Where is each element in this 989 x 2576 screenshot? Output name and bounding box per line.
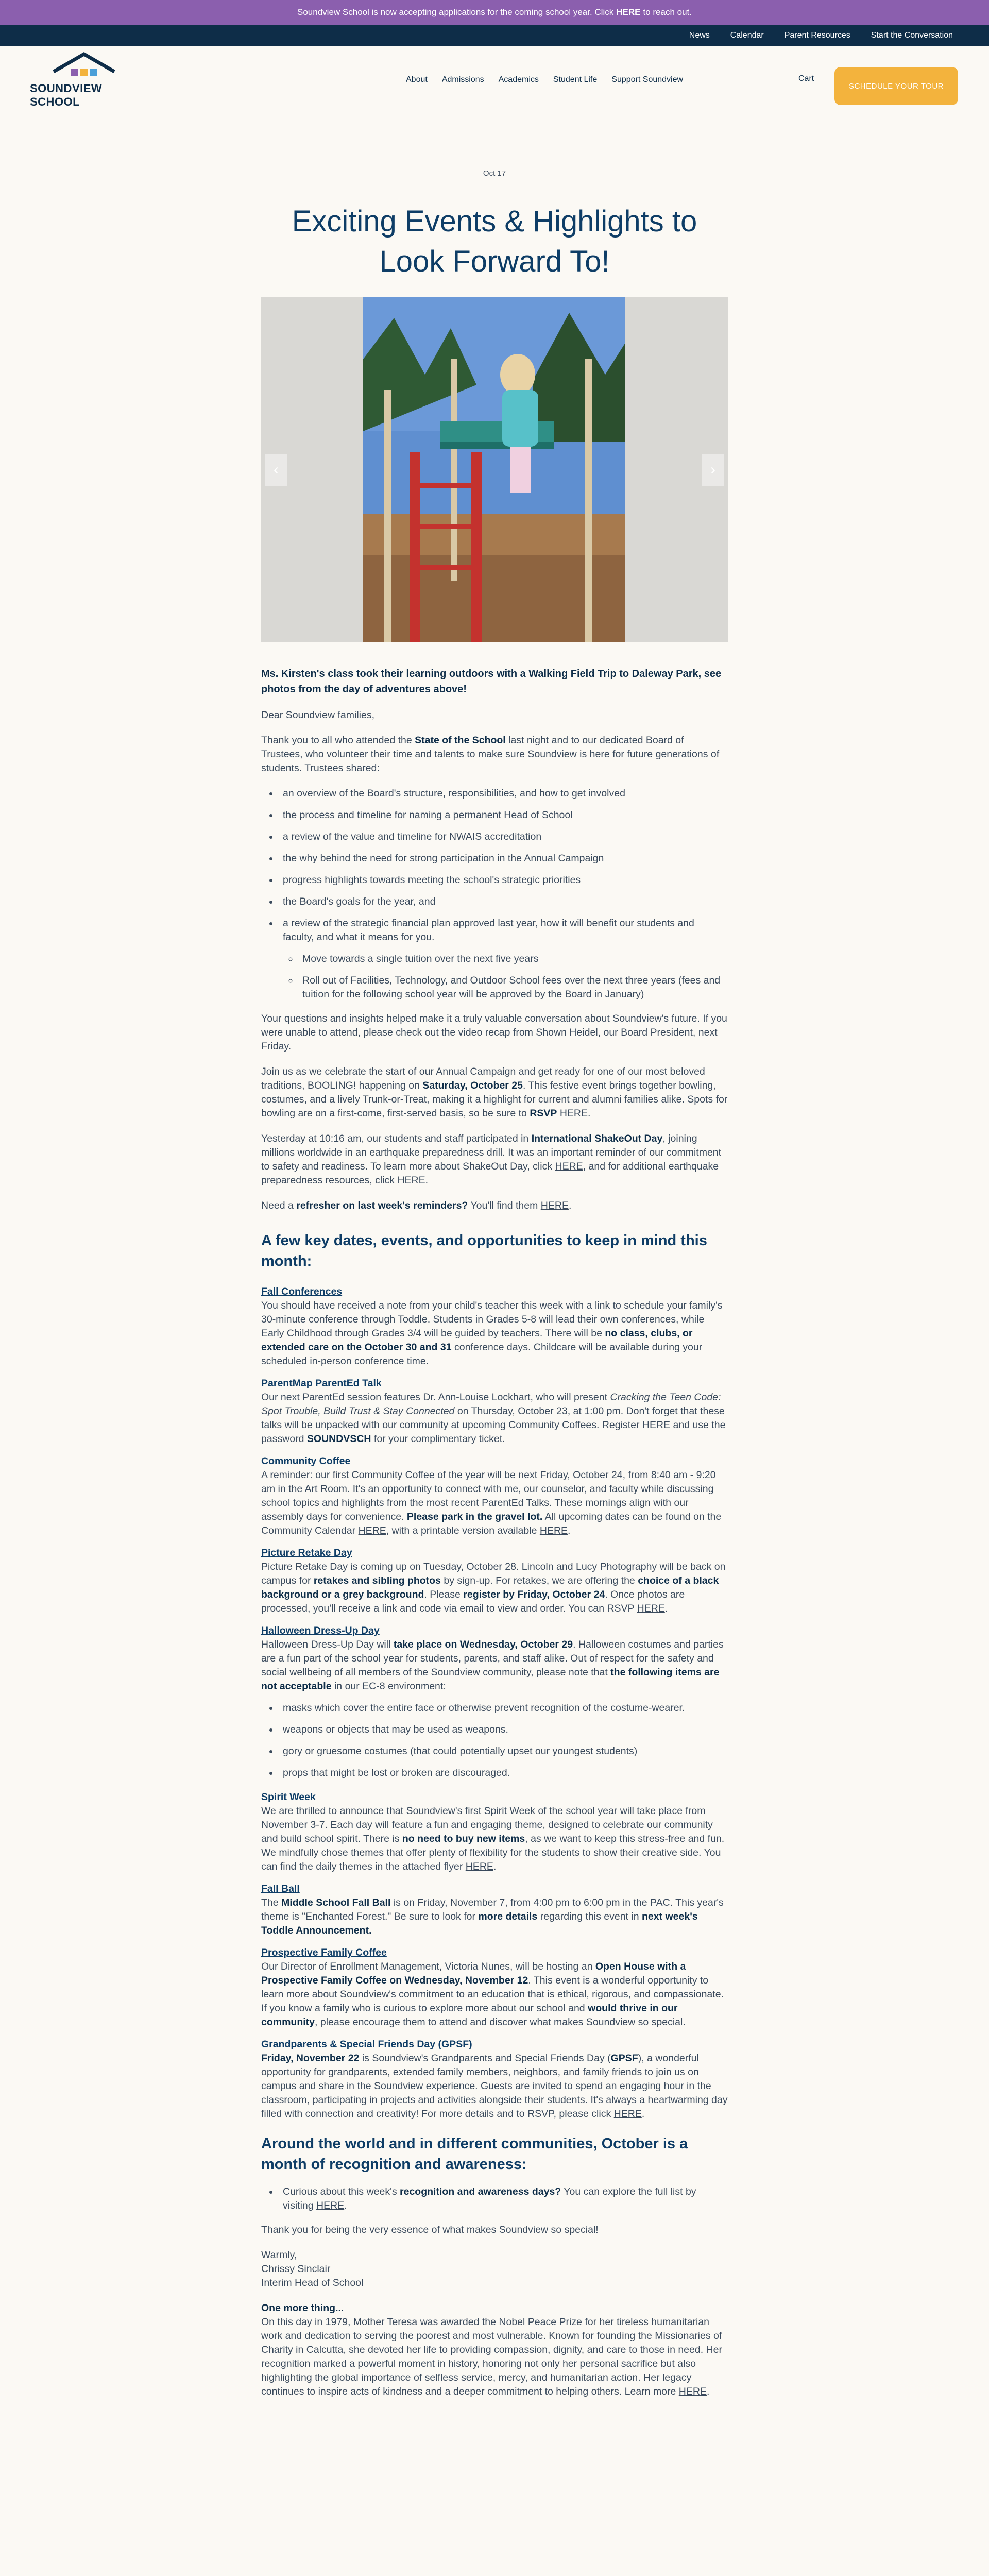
list-item: • progress highlights towards meeting the school's strategic priorities	[279, 873, 728, 887]
list-item: ◦ Move towards a single tuition over the next five years	[298, 952, 728, 966]
list-item: • an overview of the Board's structure, responsibilities, and how to get involved	[279, 787, 728, 801]
questions-paragraph: Your questions and insights helped make it a truly valuable conversation about Soundview's future. If you were unable to attend, please check out the video recap from Shown Heidel, our Board President, next Friday.	[261, 1013, 727, 1052]
campaign-paragraph: Join us as we celebrate the start of our Annual Campaign and get ready for one of our most beloved traditions, BOOLING! happening on Saturday, October 25. This festive event brings together bowling, costumes, and a lively Trunk-or-Treat, making it a highlight for current and alumni families alike. Spots for bowling are on a first-come, first-served basis, so be sure to RSVP HERE.	[261, 1066, 728, 1119]
nav-admissions[interactable]: Admissions	[441, 75, 484, 84]
logo-house-icon	[50, 51, 117, 80]
event-halloween: Halloween Dress-Up Day Halloween Dress-Up Day will take place on Wednesday, October 29. Halloween costumes and parties are a fun part of the school year for students, parents, and staff alike. Out of respect for the safety and social wellbeing of all members of the Soundview community, please note that the following items are not acceptable in our EC-8 environment: • masks which cover the entire face or otherwise prevent recognition of the costume-wearer. • weapons or objects that may be used as weapons. • gory or gruesome costumes (that could potentially upset our youngest students) • props that might be lost or broken are discouraged.	[261, 1624, 728, 1780]
trustee-list	[279, 787, 728, 1002]
logo-text: SOUNDVIEW SCHOOL	[30, 82, 103, 108]
photo-caption: Ms. Kirsten's class took their learning outdoors with a Walking Field Trip to Daleway Park, see photos from the day of adventures above!	[261, 668, 722, 695]
utility-link-parent-resources[interactable]: Parent Resources	[784, 31, 850, 40]
one-more-thing: One more thing... On this day in 1979, Mother Teresa was awarded the Nobel Peace Prize for her tireless humanitarian work and dedication to serving the poorest and most vulnerable. Known for founding the Missionaries of Charity in Calcutta, she devoted her life to providing compassion, dignity, and care to those in need. Her recognition marked a powerful moment in history, honoring not only her personal sacrifice but also highlighting the global importance of selfless service, mercy, and humanitarian action. Her legacy continues to inspire acts of kindness and a deeper commitment to helping others. Learn more HERE.	[261, 2301, 728, 2399]
event-community-coffee: Community Coffee A reminder: our first Community Coffee of the year will be next Friday, October 24, from 8:40 am - 9:20 am in the Art Room. It's an opportunity to connect with me, our counselor, and faculty while discussing school topics and highlights from the most recent ParentEd Talks. These mornings align with our assembly days for convenience. Please park in the gravel lot. All upcoming dates can be found on the Community Calendar HERE, with a printable version available HERE.	[261, 1454, 728, 1538]
event-heading[interactable]: Halloween Dress-Up Day	[261, 1625, 380, 1636]
event-heading[interactable]: Prospective Family Coffee	[261, 1947, 387, 1958]
list-item: • masks which cover the entire face or otherwise prevent recognition of the costume-wearer.	[279, 1701, 728, 1715]
event-heading[interactable]: Fall Conferences	[261, 1286, 343, 1297]
greeting: Dear Soundview families,	[261, 709, 375, 721]
reminder-paragraph: Need a refresher on last week's reminders? You'll find them HERE.	[261, 1200, 572, 1211]
list-item: • the why behind the need for strong participation in the Annual Campaign	[279, 852, 728, 866]
logo[interactable]	[30, 51, 138, 109]
nav-student-life[interactable]: Student Life	[553, 75, 598, 84]
awareness-heading: Around the world and in different communities, October is a month of recognition and awareness:	[261, 2136, 688, 2173]
schedule-tour-button[interactable]: SCHEDULE YOUR TOUR	[834, 67, 958, 105]
utility-link-news[interactable]: News	[689, 31, 710, 40]
event-prospective-coffee: Prospective Family Coffee Our Director of Enrollment Management, Victoria Nunes, will be hosting an Open House with a Prospective Family Coffee on Wednesday, November 12. This event is a wonderful opportunity to learn more about Soundview's commitment to an education that is ethical, rigorous, and compassionate. If you know a family who is curious to explore more about our school and would thrive in our community, please encourage them to attend and discover what makes Soundview so special.	[261, 1946, 728, 2029]
site-header	[0, 46, 989, 113]
list-item: • props that might be lost or broken are discouraged.	[279, 1766, 728, 1780]
list-item: • Curious about this week's recognition and awareness days? You can explore the full list by visiting HERE.	[279, 2185, 728, 2213]
list-item: • weapons or objects that may be used as weapons.	[279, 1723, 728, 1737]
slide-photo	[363, 297, 625, 642]
list-item: • the process and timeline for naming a permanent Head of School	[279, 808, 728, 822]
list-item: ◦ Roll out of Facilities, Technology, and Outdoor School fees over the next three years (fees and tuition for the following school year will be approved by the Board in January)	[298, 974, 728, 1002]
announcement-text: Soundview School is now accepting applications for the coming school year. Click	[297, 7, 614, 17]
earthquake-link[interactable]: HERE	[397, 1175, 425, 1186]
announcement-bar	[0, 0, 989, 25]
nav-about[interactable]: About	[406, 75, 428, 84]
halloween-list	[279, 1701, 728, 1780]
list-item: • the Board's goals for the year, and	[279, 895, 728, 909]
reminders-link[interactable]: HERE	[540, 1200, 569, 1211]
event-heading[interactable]: ParentMap ParentEd Talk	[261, 1378, 382, 1389]
event-heading[interactable]: Fall Ball	[261, 1883, 300, 1894]
main-nav	[406, 75, 683, 84]
utility-link-calendar[interactable]: Calendar	[730, 31, 764, 40]
list-item: • gory or gruesome costumes (that could potentially upset our youngest students)	[279, 1744, 728, 1758]
intro-paragraph: Thank you to all who attended the State of the School last night and to our dedicated Board of Trustees, who volunteer their time and talents to make sure Soundview is here for future generations of students. Trustees shared:	[261, 735, 720, 774]
event-heading[interactable]: Grandparents & Special Friends Day (GPSF)	[261, 2039, 472, 2050]
register-link[interactable]: HERE	[642, 1419, 671, 1431]
signer-title: Interim Head of School	[261, 2277, 364, 2289]
nav-academics[interactable]: Academics	[498, 75, 539, 84]
event-gpsf: Grandparents & Special Friends Day (GPSF) Friday, November 22 is Soundview's Grandparents and Special Friends Day (GPSF), a wonderful opportunity for grandparents, extended family members, neighbors, and family friends to join us on campus and share in the Soundview experience. Guests are invited to spend an engaging hour in the classroom, participating in projects and activities alongside their students. It's always a heartwarming day filled with connection and creativity! For more details and to RSVP, please click HERE.	[261, 2039, 728, 2120]
event-heading[interactable]: Community Coffee	[261, 1455, 351, 1467]
cart-link[interactable]: Cart	[798, 74, 814, 83]
event-heading[interactable]: Spirit Week	[261, 1791, 316, 1803]
gpsf-link[interactable]: HERE	[613, 2108, 642, 2120]
playground-photo	[363, 297, 625, 642]
one-more-heading: One more thing...	[261, 2302, 344, 2314]
event-heading[interactable]: Picture Retake Day	[261, 1547, 352, 1558]
utility-nav	[0, 25, 989, 46]
event-parented-talk: ParentMap ParentEd Talk Our next ParentEd session features Dr. Ann-Louise Lockhart, who will present Cracking the Teen Code: Spot Trouble, Build Trust & Stay Connected on Thursday, October 23, at 1:00 pm. Don't forget that these talks will be unpacked with our community at upcoming Community Coffees. Register HERE and use the password SOUNDVSCH for your complimentary ticket.	[261, 1377, 728, 1446]
event-fall-conferences: Fall Conferences You should have received a note from your child's teacher this week with a link to schedule your family's 30-minute conference through Toddle. Students in Grades 5-8 will lead their own conferences, while Early Childhood through Grades 3/4 will be guided by teachers. There will be no class, clubs, or extended care on the October 30 and 31 conference days. Childcare will be available during your scheduled in-person conference time.	[261, 1285, 728, 1368]
event-picture-retake: Picture Retake Day Picture Retake Day is coming up on Tuesday, October 28. Lincoln and Lucy Photography will be back on campus for retakes and sibling photos by sign-up. For retakes, we are offering the choice of a black background or a grey background. Please register by Friday, October 24. Once photos are processed, you'll receive a link and code via email to view and order. You can RSVP HERE.	[261, 1546, 728, 1616]
signoff: Warmly,	[261, 2249, 297, 2261]
list-item: • a review of the value and timeline for NWAIS accreditation	[279, 830, 728, 844]
chevron-left-icon: ‹	[274, 461, 279, 478]
section-heading: A few key dates, events, and opportunities to keep in mind this month:	[261, 1232, 707, 1269]
slider-prev-button[interactable]	[265, 454, 287, 486]
learn-more-link[interactable]: HERE	[678, 2386, 707, 2397]
article-body	[261, 666, 728, 2399]
awareness-list	[279, 2185, 728, 2213]
calendar-link[interactable]: HERE	[358, 1525, 386, 1536]
post-date: Oct 17	[483, 169, 506, 178]
printable-link[interactable]: HERE	[539, 1525, 568, 1536]
rsvp-link[interactable]: HERE	[559, 1108, 588, 1119]
shakeout-link[interactable]: HERE	[555, 1161, 583, 1172]
sub-list	[298, 952, 728, 1002]
nav-support[interactable]: Support Soundview	[611, 75, 684, 84]
list-item: • a review of the strategic financial plan approved last year, how it will benefit our students and faculty, and what it means for you. ◦ Move towards a single tuition over the next five years ◦ Roll out of Facilities, Technology, and Outdoor School fees over the next three years (fees and tuition for the following school year will be approved by the Board in January)	[279, 917, 728, 1002]
signer-name: Chrissy Sinclair	[261, 2263, 331, 2275]
shakeout-paragraph: Yesterday at 10:16 am, our students and staff participated in International ShakeOut Day, joining millions worldwide in an earthquake preparedness drill. It was an important reminder of our commitment to safety and readiness. To learn more about ShakeOut Day, click HERE, and for additional earthquake preparedness resources, click HERE.	[261, 1133, 722, 1186]
chevron-right-icon: ›	[710, 461, 715, 478]
image-slider	[261, 297, 728, 642]
retake-rsvp-link[interactable]: HERE	[637, 1603, 665, 1614]
page-title: Exciting Events & Highlights to Look Forward To!	[292, 205, 697, 278]
slider-next-button[interactable]	[702, 454, 724, 486]
utility-link-start-conversation[interactable]: Start the Conversation	[871, 31, 953, 40]
flyer-link[interactable]: HERE	[465, 1861, 493, 1872]
event-spirit-week: Spirit Week We are thrilled to announce that Soundview's first Spirit Week of the school year will take place from November 3-7. Each day will feature a fun and engaging theme, designed to celebrate our community and build school spirit. There is no need to buy new items, as we want to keep this stress-free and fun. We mindfully chose themes that offer plenty of flexibility for the students to show their creative side. You can find the daily themes in the attached flyer HERE.	[261, 1790, 728, 1874]
thanks: Thank you for being the very essence of what makes Soundview so special!	[261, 2224, 599, 2235]
event-fall-ball: Fall Ball The Middle School Fall Ball is on Friday, November 7, from 4:00 pm to 6:00 pm in the PAC. This year's theme is "Enchanted Forest." Be sure to look for more details regarding this event in next week's Toddle Announcement.	[261, 1882, 728, 1938]
awareness-link[interactable]: HERE	[316, 2200, 345, 2211]
announcement-link[interactable]: HERE	[616, 7, 641, 17]
announcement-text-end: to reach out.	[643, 7, 692, 17]
signature	[261, 2248, 728, 2290]
